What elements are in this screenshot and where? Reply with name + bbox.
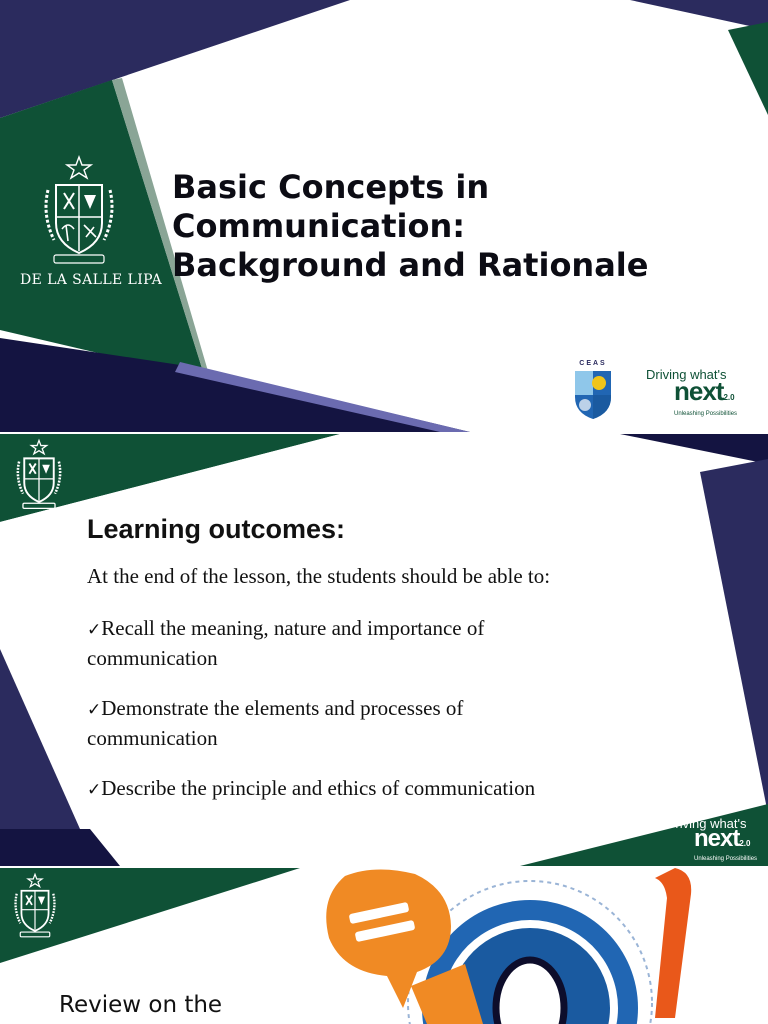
de-la-salle-crest-icon bbox=[12, 872, 58, 942]
slide-title bbox=[172, 168, 648, 285]
person-head-icon bbox=[496, 960, 564, 1024]
slide-heading: Learning outcomes: bbox=[87, 514, 346, 544]
navy-left-shape bbox=[0, 649, 80, 834]
outcome-text: Recall the meaning, nature and importance of communication bbox=[87, 616, 485, 670]
title-slide bbox=[0, 0, 768, 432]
title-line-1: Basic Concepts in bbox=[172, 168, 490, 206]
tagline-top: Driving what's bbox=[646, 367, 727, 382]
list-item bbox=[87, 694, 567, 752]
school-name: DE LA SALLE LIPA bbox=[20, 272, 163, 288]
review-slide bbox=[0, 868, 768, 1024]
ceas-label: CEAS bbox=[579, 360, 607, 367]
tagline-sub: Unleashing Possibilities bbox=[674, 411, 738, 417]
tagline-version: 2.0 bbox=[723, 393, 735, 402]
learning-outcomes-slide bbox=[0, 434, 768, 866]
outcome-text: Demonstrate the elements and processes of communication bbox=[87, 696, 464, 750]
communication-illustration bbox=[315, 868, 715, 1024]
de-la-salle-crest-icon bbox=[14, 438, 64, 514]
tagline-top: Driving what's bbox=[666, 816, 747, 831]
checkmark-icon: ✓ bbox=[87, 620, 102, 640]
dark-navy-top-right-shape bbox=[620, 434, 768, 464]
ceas-shield-icon bbox=[571, 367, 615, 421]
tagline-brand: next bbox=[674, 376, 724, 406]
review-text: Review on the bbox=[59, 992, 223, 1018]
tagline-sub: Unleashing Possibilities bbox=[694, 856, 758, 862]
green-right-shape bbox=[728, 22, 768, 115]
checkmark-icon: ✓ bbox=[87, 700, 102, 720]
navy-top-right-shape bbox=[630, 0, 768, 30]
dark-navy-bottom-left-shape bbox=[0, 829, 120, 866]
driving-whats-next-logo bbox=[666, 816, 766, 862]
navy-right-shape bbox=[700, 459, 768, 814]
de-la-salle-crest-icon bbox=[40, 155, 118, 270]
tagline-version: 2.0 bbox=[739, 839, 751, 848]
driving-whats-next-logo bbox=[646, 367, 756, 417]
list-item bbox=[87, 774, 567, 804]
phone-handset-icon bbox=[655, 868, 691, 1018]
outcomes-list bbox=[87, 614, 567, 826]
outcome-text: Describe the principle and ethics of communication bbox=[101, 776, 536, 800]
title-line-3: Background and Rationale bbox=[172, 246, 649, 284]
tagline-brand: next bbox=[694, 825, 740, 852]
list-item bbox=[87, 614, 567, 672]
intro-text: At the end of the lesson, the students should be able to: bbox=[87, 564, 551, 588]
checkmark-icon: ✓ bbox=[87, 780, 102, 800]
title-line-2: Communication: bbox=[172, 207, 466, 245]
ceas-logo bbox=[570, 360, 616, 425]
